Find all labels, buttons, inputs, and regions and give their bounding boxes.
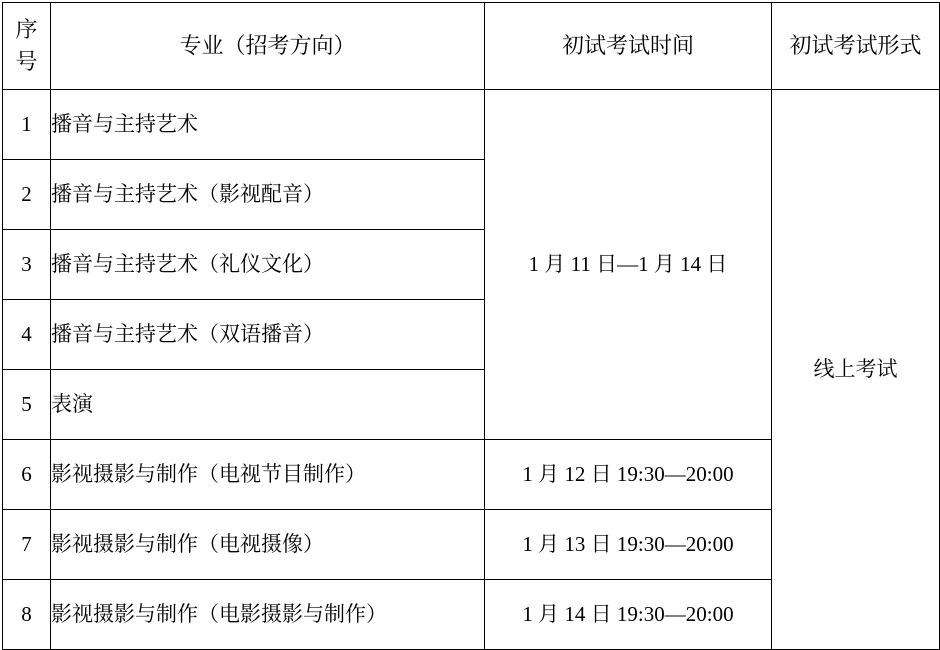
cell-major: 播音与主持艺术（影视配音） [51, 160, 485, 230]
column-header-index-char-2: 号 [15, 49, 38, 74]
cell-time: 1 月 14 日 19:30—20:00 [485, 580, 772, 650]
column-header-index [3, 3, 51, 90]
column-header-time: 初试考试时间 [485, 3, 772, 90]
cell-index: 1 [3, 90, 51, 160]
exam-schedule-table [2, 2, 940, 650]
cell-time: 1 月 13 日 19:30—20:00 [485, 510, 772, 580]
cell-major: 播音与主持艺术（双语播音） [51, 300, 485, 370]
cell-major: 影视摄影与制作（电视节目制作） [51, 440, 485, 510]
cell-time: 1 月 12 日 19:30—20:00 [485, 440, 772, 510]
cell-major: 表演 [51, 370, 485, 440]
cell-index: 6 [3, 440, 51, 510]
table-header-row [3, 3, 940, 90]
cell-index: 3 [3, 230, 51, 300]
column-header-major: 专业（招考方向） [51, 3, 485, 90]
cell-index: 7 [3, 510, 51, 580]
cell-major: 影视摄影与制作（电影摄影与制作） [51, 580, 485, 650]
cell-major: 播音与主持艺术 [51, 90, 485, 160]
cell-index: 4 [3, 300, 51, 370]
cell-time-merged: 1 月 11 日—1 月 14 日 [485, 90, 772, 440]
cell-form-merged: 线上考试 [772, 90, 940, 650]
document-page [0, 2, 940, 643]
column-header-index-char-1: 序 [15, 17, 38, 43]
cell-major: 影视摄影与制作（电视摄像） [51, 510, 485, 580]
column-header-form: 初试考试形式 [772, 3, 940, 90]
cell-index: 8 [3, 580, 51, 650]
cell-index: 2 [3, 160, 51, 230]
cell-major: 播音与主持艺术（礼仪文化） [51, 230, 485, 300]
cell-index: 5 [3, 370, 51, 440]
table-row [3, 90, 940, 160]
